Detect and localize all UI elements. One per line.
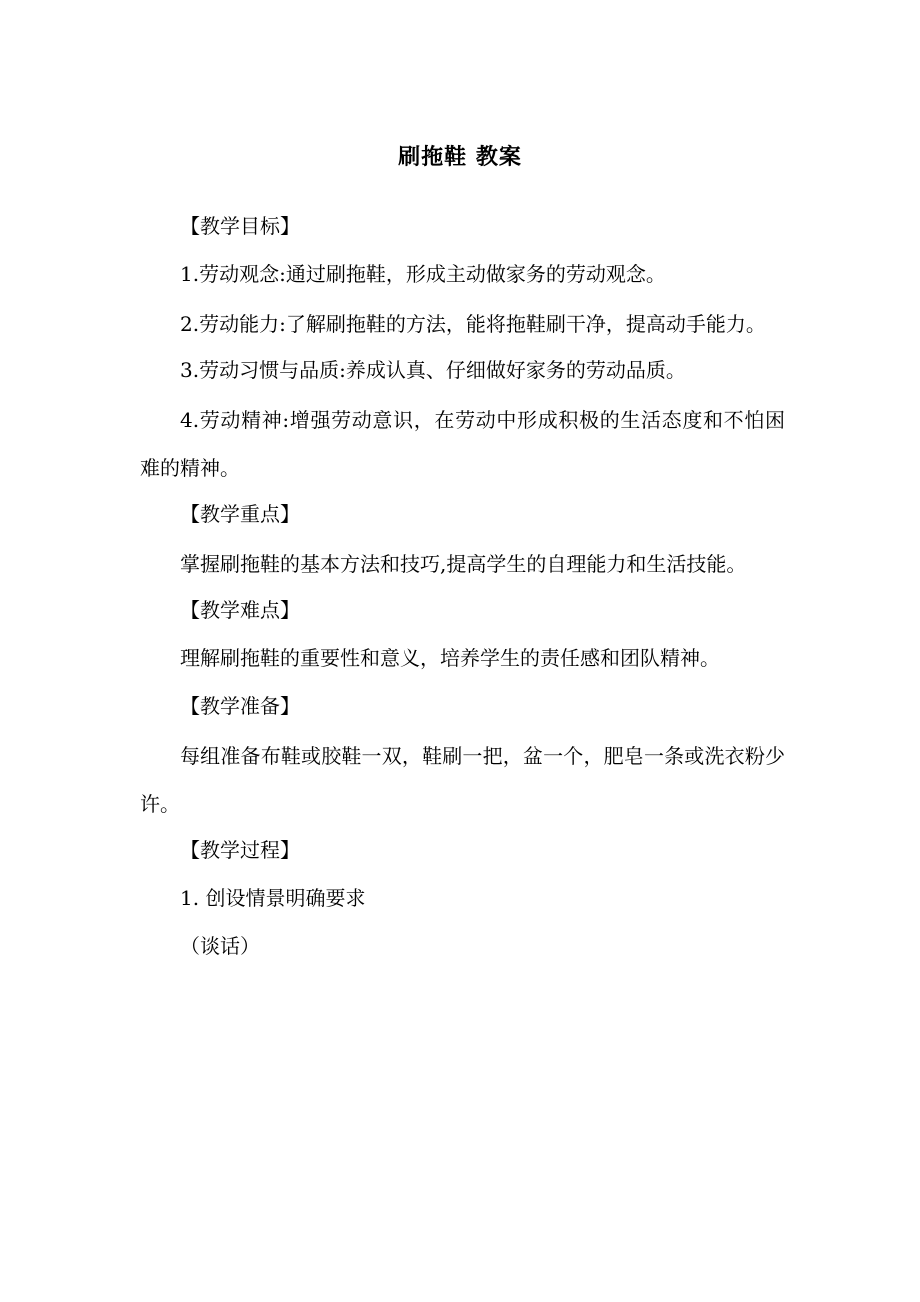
preparation-text: 每组准备布鞋或胶鞋一双，鞋刷一把，盆一个，肥皂一条或洗衣粉少许。 (140, 744, 785, 816)
section-heading-difficulties: 【教学难点】 (180, 598, 300, 622)
section-heading-goals: 【教学目标】 (180, 214, 300, 238)
goal-item-2: 2.劳动能力:了解刷拖鞋的方法，能将拖鞋刷干净，提高动手能力。 (180, 312, 766, 336)
document-body (140, 204, 785, 972)
key-points-text: 掌握刷拖鞋的基本方法和技巧,提高学生的自理能力和生活技能。 (180, 552, 747, 576)
goal-item-3: 3.劳动习惯与品质:养成认真、仔细做好家务的劳动品质。 (180, 358, 686, 382)
process-note: （谈话） (180, 934, 260, 958)
goal-item-4: 4.劳动精神:增强劳动意识，在劳动中形成积极的生活态度和不怕困难的精神。 (140, 408, 785, 480)
document-title: 刷拖鞋 教案 (398, 145, 522, 170)
section-heading-process: 【教学过程】 (180, 838, 300, 862)
difficulties-text: 理解刷拖鞋的重要性和意义，培养学生的责任感和团队精神。 (180, 646, 720, 670)
goal-item-1: 1.劳动观念:通过刷拖鞋，形成主动做家务的劳动观念。 (180, 262, 666, 286)
process-step-1: 1. 创设情景明确要求 (180, 886, 366, 910)
section-heading-preparation: 【教学准备】 (180, 694, 300, 718)
section-heading-key-points: 【教学重点】 (180, 502, 300, 526)
